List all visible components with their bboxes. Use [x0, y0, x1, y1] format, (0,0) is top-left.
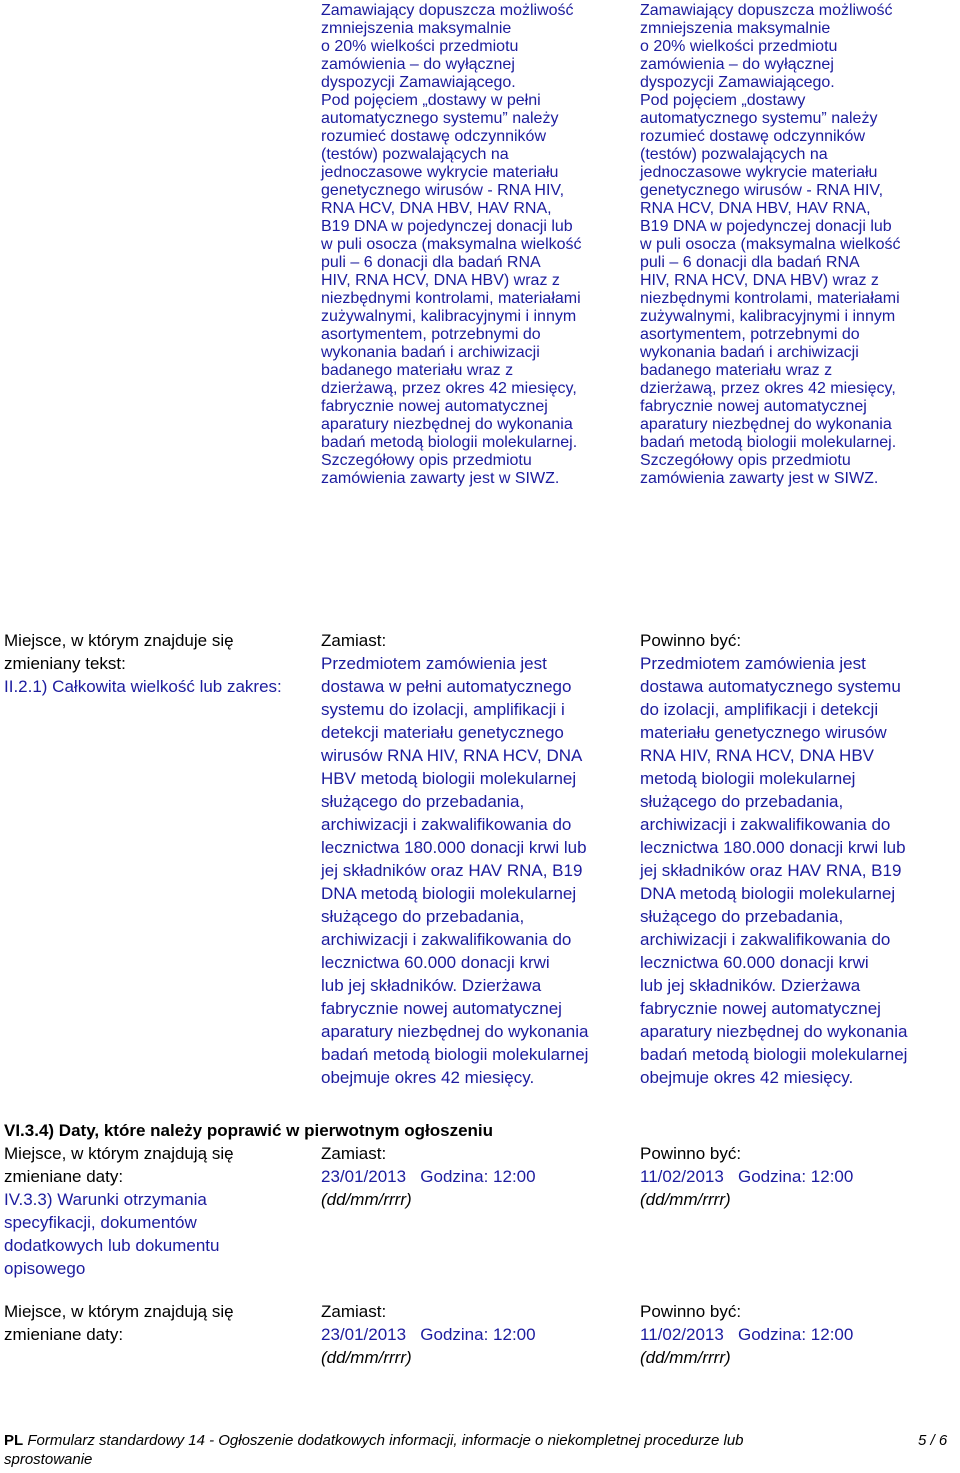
change-should-text: Przedmiotem zamówienia jest dostawa automatycznego systemu do izolacji, amplifikacji i detekcji materiału genetycznego wirusów RNA HIV, RNA HCV, DNA HBV metodą biologii molekularnej służącego do przebadania, archiwizacji i zakwalifikowania do lecznictwa 180.000 donacji krwi lub jej składników oraz HAV RNA, B19 DNA metodą biologii molekularnej służącego do przebadania, archiwizacji i zakwalifikowania do lecznictwa 60.000 donacji krwi lub jej składników. Dzierżawa fabrycznie nowej automatycznej aparatury niezbędnej do wykonania badań metodą biologii molekularnej obejmuje okres 42 miesięcy. [640, 654, 908, 1087]
dates-1-place-value: IV.3.3) Warunki otrzymania specyfikacji, dokumentów dodatkowych lub dokumentu opisowego [4, 1190, 220, 1278]
dates-1-instead-format: (dd/mm/rrrr) [321, 1190, 412, 1209]
change-instead-text: Przedmiotem zamówienia jest dostawa w pełni automatycznego systemu do izolacji, amplifikacji i detekcji materiału genetycznego wirusów RNA HIV, RNA HCV, DNA HBV metodą biologii molekularnej służącego do przebadania, archiwizacji i zakwalifikowania do lecznictwa 180.000 donacji krwi lub jej składników oraz HAV RNA, B19 DNA metodą biologii molekularnej służącego do przebadania, archiwizacji i zakwalifikowania do lecznictwa 60.000 donacji krwi lub jej składników. Dzierżawa fabrycznie nowej automatycznej aparatury niezbędnej do wykonania badań metodą biologii molekularnej obejmuje okres 42 miesięcy. [321, 654, 589, 1087]
dates-2-instead-time: 12:00 [493, 1325, 536, 1344]
dates-2-instead-format: (dd/mm/rrrr) [321, 1348, 412, 1367]
dates-2-instead-date: 23/01/2013 [321, 1325, 407, 1344]
footer-form-name: Formularz standardowy 14 - Ogłoszenie dodatkowych informacji, informacje o niekompletnej procedurze lub [27, 1432, 744, 1449]
dates-1-should-format: (dd/mm/rrrr) [640, 1190, 731, 1209]
dates-1-should-time: 12:00 [810, 1167, 854, 1186]
dates-1-instead-label: Zamiast: [321, 1144, 387, 1163]
dates-1-instead-time-label: Godzina: [420, 1167, 489, 1186]
top-right-text: Zamawiający dopuszcza możliwość zmniejszenia maksymalnie o 20% wielkości przedmiotu zamówienia – do wyłącznej dyspozycji Zamawiającego. Pod pojęciem „dostawy automatycznego systemu” należy rozumieć dostawę odczynników (testów) pozwalających na jednoczasowe wykrycie materiału genetycznego wirusów - RNA HIV, RNA HCV, DNA HBV, HAV RNA, B19 DNA w pojedynczej donacji lub w puli osocza (maksymalna wielkość puli – 6 donacji dla badań RNA HIV, RNA HCV, DNA HBV) wraz z niezbędnymi kontrolami, materiałami zużywalnymi, kalibracyjnymi i innym asortymentem, potrzebnymi do wykonania badań i archiwizacji badanego materiału wraz z dzierżawą, przez okres 42 miesięcy, fabrycznie nowej automatycznej aparatury niezbędnej do wykonania badań metodą biologii molekularnej. Szczegółowy opis przedmiotu zamówienia zawarty jest w SIWZ. [640, 2, 901, 487]
dates-1-should-row [640, 1165, 853, 1188]
change-place-value: II.2.1) Całkowita wielkość lub zakres: [4, 677, 282, 696]
dates-2-instead-label: Zamiast: [321, 1302, 387, 1321]
dates-1-instead-date: 23/01/2013 [321, 1167, 407, 1186]
dates-2-place-label: Miejsce, w którym znajdują się zmieniane daty: [4, 1302, 234, 1344]
dates-heading: VI.3.4) Daty, które należy poprawić w pierwotnym ogłoszeniu [4, 1121, 494, 1140]
dates-2-should-time: 12:00 [810, 1325, 854, 1344]
dates-1-instead-time: 12:00 [493, 1167, 536, 1186]
dates-2-should-label: Powinno być: [640, 1302, 742, 1321]
change-place-label: Miejsce, w którym znajduje się zmieniany tekst: [4, 631, 234, 673]
dates-1-instead-row [321, 1165, 536, 1188]
change-instead-label: Zamiast: [321, 631, 387, 650]
dates-2-should-time-label: Godzina: [738, 1325, 807, 1344]
dates-1-place-label: Miejsce, w którym znajdują się zmieniane daty: [4, 1144, 234, 1186]
dates-2-should-row [640, 1323, 853, 1346]
footer-page-number: 5 / 6 [918, 1432, 948, 1449]
top-left-text: Zamawiający dopuszcza możliwość zmniejszenia maksymalnie o 20% wielkości przedmiotu zamówienia – do wyłącznej dyspozycji Zamawiającego. Pod pojęciem „dostawy w pełni automatycznego systemu” należy rozumieć dostawę odczynników (testów) pozwalających na jednoczasowe wykrycie materiału genetycznego wirusów - RNA HIV, RNA HCV, DNA HBV, HAV RNA, B19 DNA w pojedynczej donacji lub w puli osocza (maksymalna wielkość puli – 6 donacji dla badań RNA HIV, RNA HCV, DNA HBV) wraz z niezbędnymi kontrolami, materiałami zużywalnymi, kalibracyjnymi i innym asortymentem, potrzebnymi do wykonania badań i archiwizacji badanego materiału wraz z dzierżawą, przez okres 42 miesięcy, fabrycznie nowej automatycznej aparatury niezbędnej do wykonania badań metodą biologii molekularnej. Szczegółowy opis przedmiotu zamówienia zawarty jest w SIWZ. [321, 2, 582, 487]
footer-form-name-cont: sprostowanie [4, 1451, 93, 1468]
dates-2-should-format: (dd/mm/rrrr) [640, 1348, 731, 1367]
change-should-label: Powinno być: [640, 631, 742, 650]
footer [4, 1432, 874, 1450]
dates-1-should-time-label: Godzina: [738, 1167, 807, 1186]
dates-2-instead-time-label: Godzina: [420, 1325, 489, 1344]
dates-2-instead-row [321, 1323, 536, 1346]
dates-2-should-date: 11/02/2013 [640, 1325, 724, 1344]
footer-lang: PL [4, 1432, 24, 1449]
dates-1-should-date: 11/02/2013 [640, 1167, 724, 1186]
dates-1-should-label: Powinno być: [640, 1144, 742, 1163]
